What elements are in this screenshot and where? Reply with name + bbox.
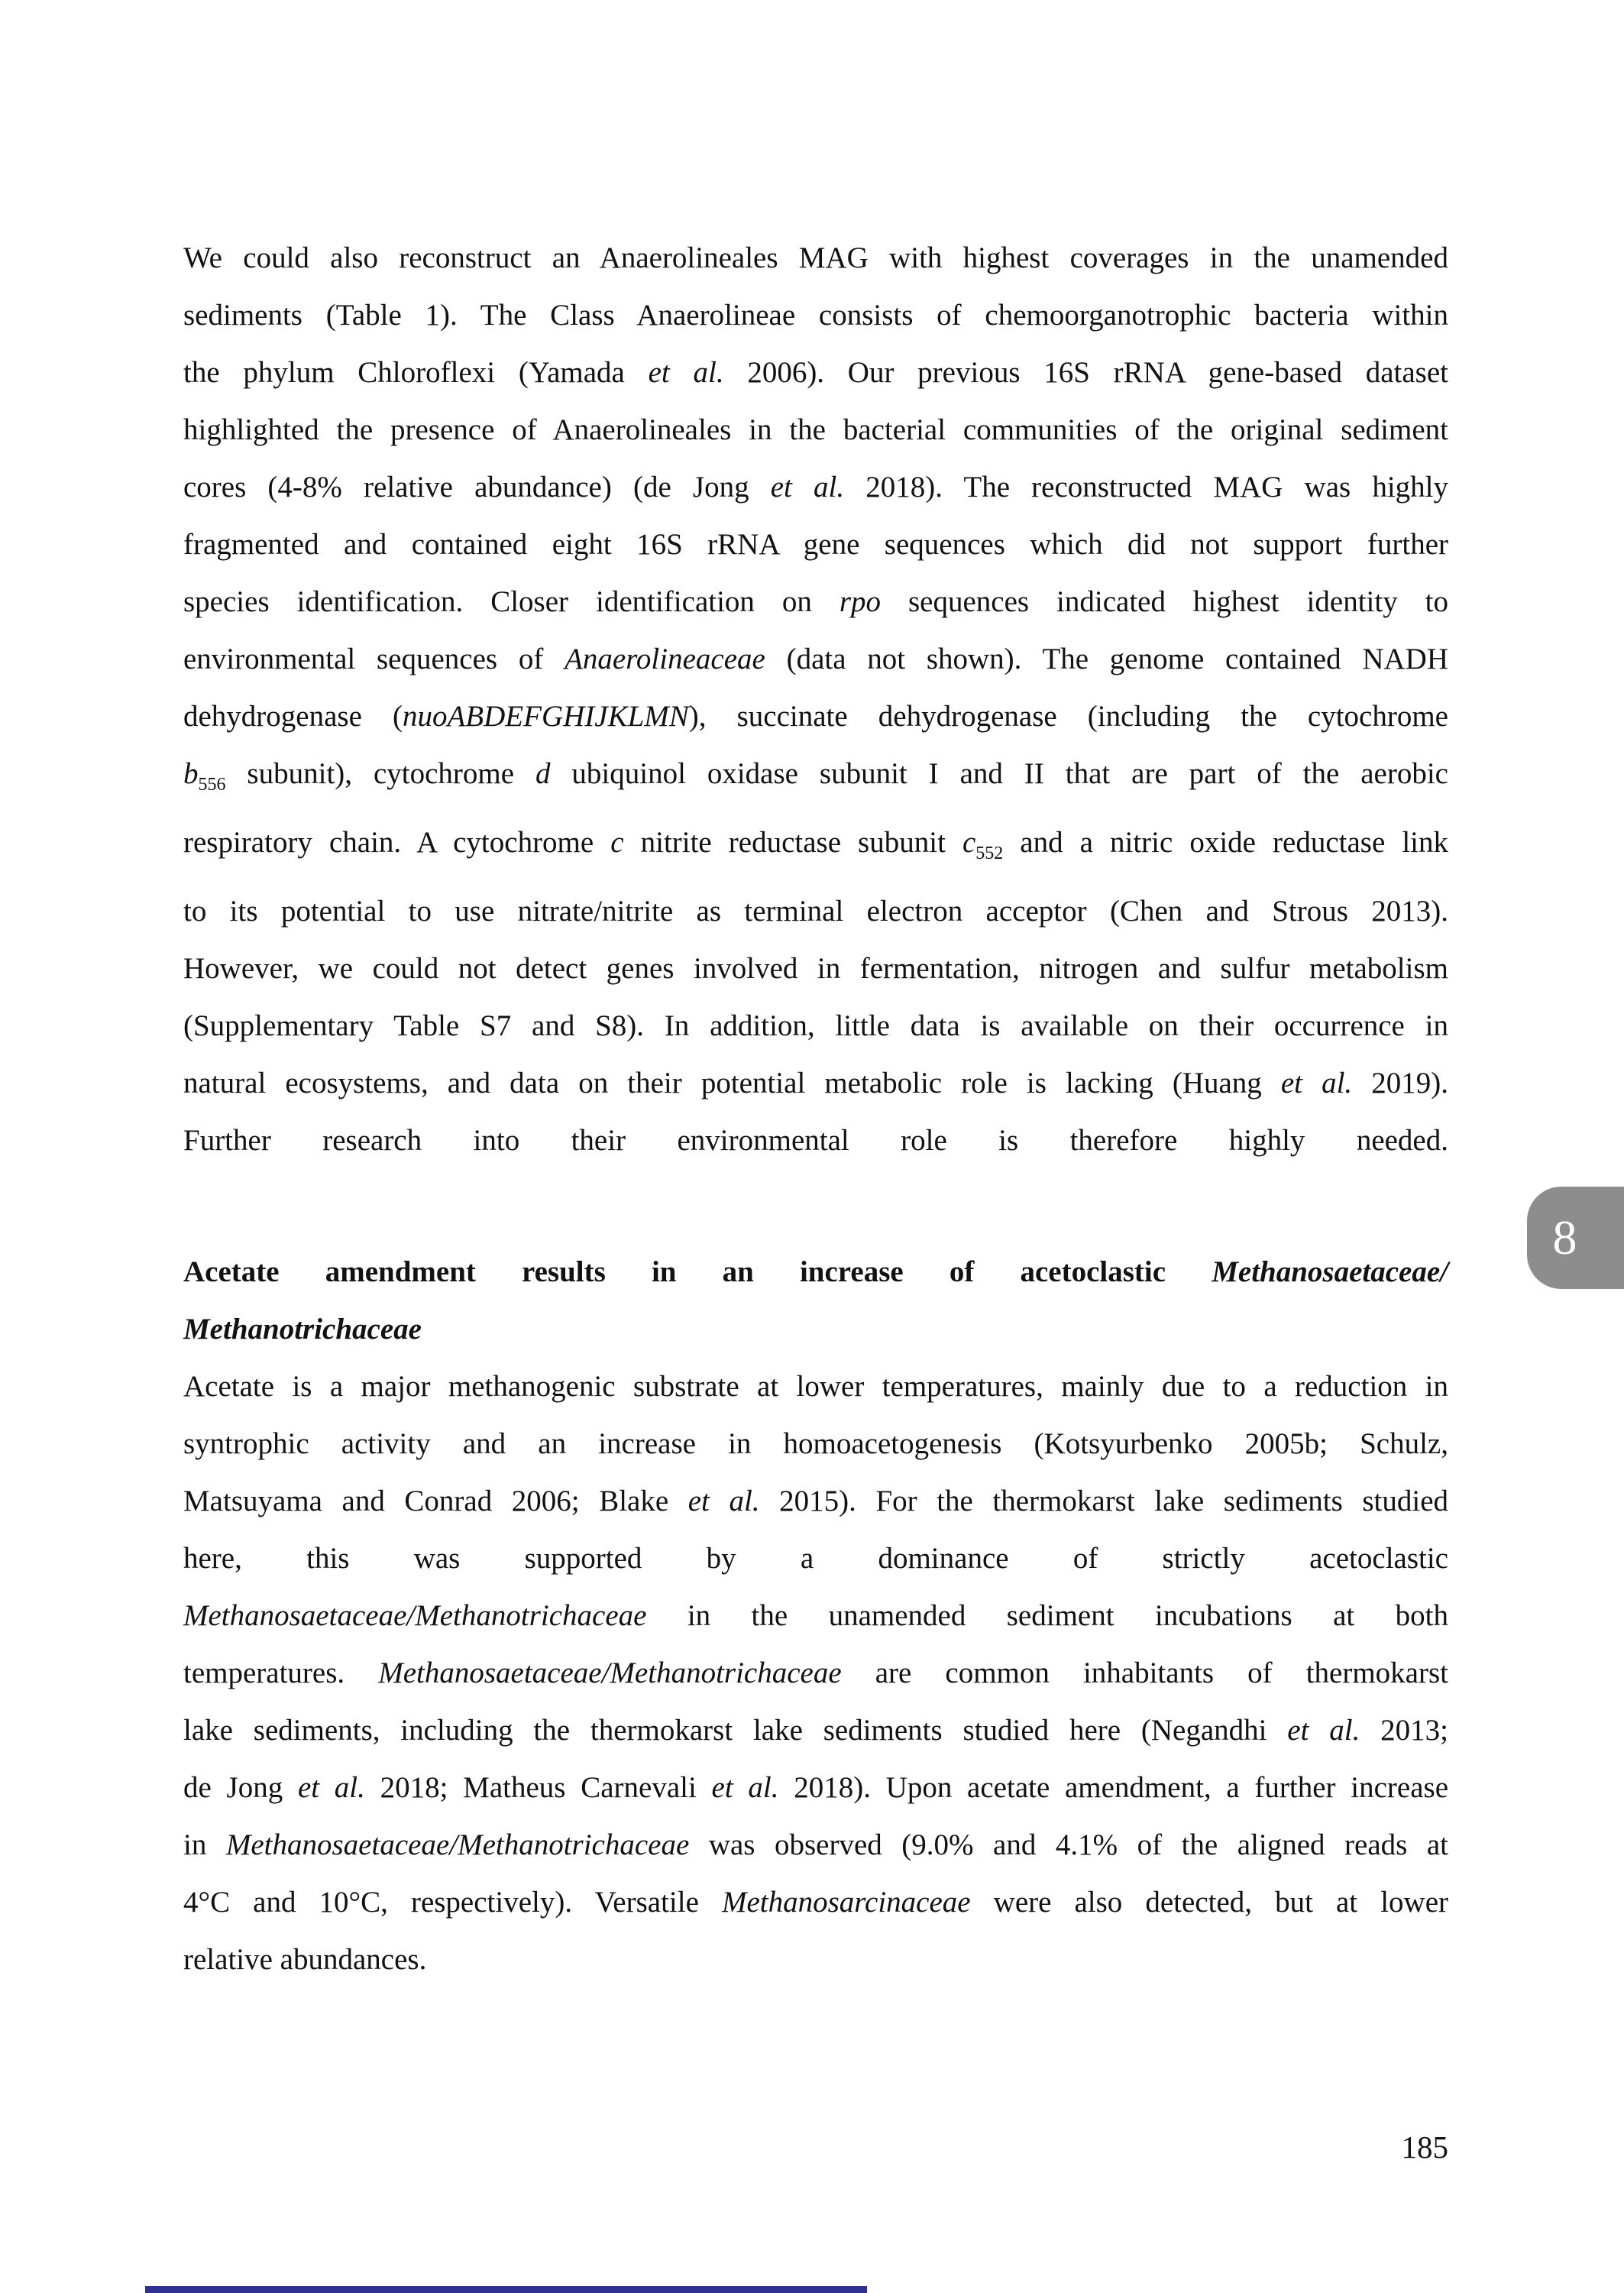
text-line: We could also reconstruct an Anaerolineales MAG with highest coverages in the unamended	[183, 241, 1448, 274]
section-heading-acetate-amendment	[183, 1243, 1448, 1358]
text-line: 4°C and 10°C, respectively). Versatile Methanosarcinaceae were also detected, but at lower	[183, 1886, 1448, 1919]
text-line: However, we could not detect genes involved in fermentation, nitrogen and sulfur metabolism	[183, 952, 1448, 985]
paragraph-acetate-substrate	[183, 1358, 1448, 1988]
text-line: highlighted the presence of Anaerolineales in the bacterial communities of the original sediment	[183, 413, 1448, 446]
text-line: natural ecosystems, and data on their potential metabolic role is lacking (Huang et al. 2019).	[183, 1067, 1448, 1100]
text-line: Methanosaetaceae/Methanotrichaceae in the unamended sediment incubations at both	[183, 1599, 1448, 1632]
text-line: here, this was supported by a dominance of strictly acetoclastic	[183, 1542, 1448, 1575]
text-line: Further research into their environmental role is therefore highly needed.	[183, 1124, 1448, 1157]
text-line: fragmented and contained eight 16S rRNA gene sequences which did not support further	[183, 528, 1448, 561]
text-line: Acetate amendment results in an increase of acetoclastic Methanosaetaceae/	[183, 1255, 1448, 1288]
text-line: temperatures. Methanosaetaceae/Methanotrichaceae are common inhabitants of thermokarst	[183, 1657, 1448, 1689]
text-line: Matsuyama and Conrad 2006; Blake et al. 2015). For the thermokarst lake sediments studied	[183, 1485, 1449, 1517]
text-line: lake sediments, including the thermokarst lake sediments studied here (Negandhi et al. 2013;	[183, 1714, 1448, 1747]
text-line: cores (4-8% relative abundance) (de Jong et al. 2018). The reconstructed MAG was highly	[183, 471, 1448, 504]
text-line: relative abundances.	[183, 1943, 427, 1976]
text-line: species identification. Closer identification on rpo sequences indicated highest identity to	[183, 585, 1448, 618]
text-line: $b_{556}$ subunit), cytochrome d ubiquinol oxidase subunit I and II that are part of the aerobic	[183, 757, 1448, 795]
text-line: respiratory chain. A cytochrome c nitrite reductase subunit $c_{552}$ and a nitric oxide reductase link	[183, 826, 1448, 863]
text-line: environmental sequences of Anaerolineaceae (data not shown). The genome contained NADH	[183, 643, 1448, 675]
text-line: (Supplementary Table S7 and S8). In addition, little data is available on their occurrence in	[183, 1009, 1448, 1042]
text-line: sediments (Table 1). The Class Anaerolineae consists of chemoorganotrophic bacteria within	[183, 299, 1448, 332]
text-line: dehydrogenase (nuoABDEFGHIJKLMN), succinate dehydrogenase (including the cytochrome	[183, 700, 1448, 733]
text-line: de Jong et al. 2018; Matheus Carnevali et al. 2018). Upon acetate amendment, a further increase	[183, 1771, 1448, 1804]
text-line: the phylum Chloroflexi (Yamada et al. 2006). Our previous 16S rRNA gene-based dataset	[183, 356, 1449, 389]
page-text-block	[183, 229, 1448, 1988]
paragraph-anaerolineales-mag	[183, 229, 1448, 1169]
text-line: Acetate is a major methanogenic substrate at lower temperatures, mainly due to a reduction in	[183, 1370, 1448, 1403]
text-line: Methanotrichaceae	[183, 1313, 422, 1346]
text-line: in Methanosaetaceae/Methanotrichaceae was observed (9.0% and 4.1% of the aligned reads at	[183, 1828, 1449, 1861]
chapter-tab	[1527, 1187, 1624, 1289]
page-number: 185	[1401, 2129, 1448, 2165]
text-line: to its potential to use nitrate/nitrite as terminal electron acceptor (Chen and Strous 2013).	[183, 895, 1448, 928]
text-line: syntrophic activity and an increase in homoacetogenesis (Kotsyurbenko 2005b; Schulz,	[183, 1427, 1448, 1460]
chapter-tab-number: 8	[1552, 1210, 1577, 1265]
footer-accent-bar	[145, 2286, 867, 2293]
